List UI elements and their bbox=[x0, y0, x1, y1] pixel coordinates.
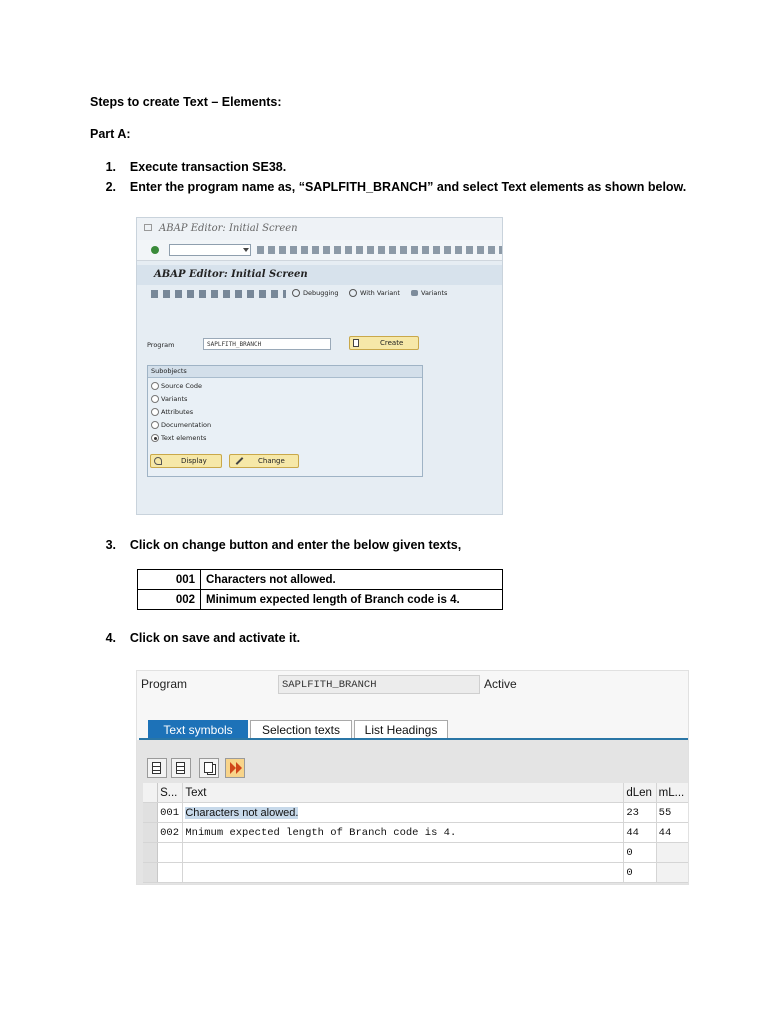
window-menu-icon bbox=[144, 224, 152, 231]
dlen-cell[interactable]: 44 bbox=[624, 823, 656, 843]
table-row bbox=[143, 803, 689, 823]
radio-button[interactable] bbox=[151, 382, 159, 390]
program-input[interactable]: SAPLFITH_BRANCH bbox=[203, 338, 331, 350]
step-number: 4. bbox=[105, 631, 116, 645]
table-row bbox=[143, 863, 689, 883]
insert-row-button[interactable] bbox=[147, 758, 167, 778]
radio-button[interactable] bbox=[151, 421, 159, 429]
debugging-button[interactable] bbox=[292, 289, 339, 297]
radio-source-code[interactable] bbox=[151, 380, 202, 392]
symbol-cell[interactable] bbox=[158, 843, 183, 863]
insert-row-icon bbox=[152, 762, 161, 774]
delete-row-button[interactable] bbox=[171, 758, 191, 778]
symbol-cell[interactable]: 002 bbox=[158, 823, 183, 843]
variant-icon bbox=[349, 289, 357, 297]
window-titlebar bbox=[137, 218, 502, 240]
subobjects-title: Subobjects bbox=[151, 367, 187, 375]
step-text: Click on save and activate it. bbox=[129, 631, 301, 645]
dlen-cell[interactable]: 23 bbox=[624, 803, 656, 823]
check-icon[interactable] bbox=[151, 246, 159, 254]
row-selector[interactable] bbox=[143, 783, 158, 803]
create-icon bbox=[353, 339, 359, 347]
screen-title: ABAP Editor: Initial Screen bbox=[154, 269, 308, 280]
step-text: Enter the program name as, “SAPLFITH_BRANCH” and select Text elements as shown below. bbox=[129, 180, 687, 194]
col-header-symbol[interactable]: S... bbox=[158, 783, 183, 803]
tab-text-symbols[interactable]: Text symbols bbox=[148, 720, 248, 738]
step-number: 1. bbox=[105, 160, 116, 174]
tab-list-headings[interactable]: List Headings bbox=[354, 720, 448, 738]
text-cell[interactable] bbox=[183, 843, 624, 863]
text-elements-table bbox=[137, 569, 503, 610]
step-number: 2. bbox=[105, 180, 116, 194]
mlen-cell[interactable]: 55 bbox=[656, 803, 689, 823]
app-toolbar-icons[interactable] bbox=[151, 290, 286, 298]
part-label: Part A: bbox=[90, 127, 131, 141]
symbol-cell[interactable] bbox=[158, 863, 183, 883]
copy-button[interactable] bbox=[199, 758, 219, 778]
radio-label: Documentation bbox=[161, 421, 212, 429]
doc-heading: Steps to create Text – Elements: bbox=[90, 95, 282, 109]
text-cell[interactable]: Mnimum expected length of Branch code is 4. bbox=[183, 823, 624, 843]
double-arrow-icon-2 bbox=[236, 762, 242, 774]
radio-text-elements[interactable] bbox=[151, 432, 206, 444]
delete-row-icon bbox=[176, 762, 185, 774]
row-selector[interactable] bbox=[143, 803, 158, 823]
variants-label: Variants bbox=[421, 289, 448, 297]
text-value: Minimum expected length of Branch code is 4. bbox=[201, 590, 503, 610]
display-button[interactable] bbox=[150, 454, 222, 468]
grid-header-row bbox=[143, 783, 689, 803]
screen-title-bar bbox=[137, 265, 502, 285]
text-code: 002 bbox=[138, 590, 201, 610]
editor-body bbox=[137, 303, 502, 515]
radio-button[interactable] bbox=[151, 408, 159, 416]
mlen-cell[interactable] bbox=[656, 843, 689, 863]
radio-label: Source Code bbox=[161, 382, 203, 390]
program-label: Program bbox=[147, 341, 175, 349]
dlen-cell[interactable]: 0 bbox=[624, 863, 656, 883]
subobjects-title-bar bbox=[148, 366, 422, 378]
application-toolbar bbox=[137, 285, 502, 303]
change-button[interactable] bbox=[229, 454, 299, 468]
col-header-dlen[interactable]: dLen bbox=[624, 783, 656, 803]
compare-button[interactable] bbox=[225, 758, 245, 778]
display-icon bbox=[154, 457, 162, 465]
toolbar-icons bbox=[257, 246, 502, 254]
program-field[interactable]: SAPLFITH_BRANCH bbox=[278, 675, 480, 694]
program-label: Program bbox=[141, 677, 188, 691]
text-code: 001 bbox=[138, 570, 201, 590]
col-header-text[interactable]: Text bbox=[183, 783, 624, 803]
radio-button[interactable] bbox=[151, 395, 159, 403]
create-button[interactable] bbox=[349, 336, 419, 350]
radio-attributes[interactable] bbox=[151, 406, 193, 418]
with-variant-button[interactable] bbox=[349, 289, 400, 297]
radio-variants[interactable] bbox=[151, 393, 187, 405]
debugging-icon bbox=[292, 289, 300, 297]
selected-text: Characters not alowed. bbox=[185, 806, 299, 819]
step-4 bbox=[96, 631, 300, 645]
copy-icon bbox=[204, 762, 213, 773]
table-row bbox=[138, 570, 503, 590]
create-label: Create bbox=[380, 339, 404, 347]
table-row bbox=[143, 843, 689, 863]
symbol-cell[interactable]: 001 bbox=[158, 803, 183, 823]
debugging-label: Debugging bbox=[303, 289, 339, 297]
variants-button[interactable] bbox=[411, 289, 447, 297]
dropdown-arrow-icon[interactable] bbox=[243, 248, 249, 252]
step-text: Click on change button and enter the below given texts, bbox=[129, 538, 462, 552]
mlen-cell[interactable]: 44 bbox=[656, 823, 689, 843]
status-label: Active bbox=[484, 677, 517, 691]
radio-documentation[interactable] bbox=[151, 419, 211, 431]
step-number: 3. bbox=[105, 538, 116, 552]
step-text: Execute transaction SE38. bbox=[129, 160, 287, 174]
with-variant-label: With Variant bbox=[360, 289, 400, 297]
command-field[interactable] bbox=[169, 244, 251, 256]
step-1 bbox=[96, 160, 286, 174]
radio-label: Variants bbox=[161, 395, 188, 403]
col-header-mlen[interactable]: mL... bbox=[656, 783, 689, 803]
mlen-cell[interactable] bbox=[656, 863, 689, 883]
row-selector[interactable] bbox=[143, 823, 158, 843]
radio-label: Text elements bbox=[161, 434, 207, 442]
radio-label: Attributes bbox=[161, 408, 194, 416]
text-cell[interactable] bbox=[183, 803, 624, 823]
display-label: Display bbox=[181, 457, 207, 465]
window-title: ABAP Editor: Initial Screen bbox=[159, 223, 298, 234]
subobjects-group bbox=[147, 365, 423, 477]
step-2 bbox=[96, 180, 686, 194]
step-3 bbox=[96, 538, 461, 552]
text-symbols-screenshot bbox=[136, 670, 689, 885]
pencil-icon bbox=[236, 457, 244, 465]
text-symbols-grid bbox=[143, 783, 689, 883]
abap-editor-screenshot bbox=[136, 217, 503, 515]
table-row bbox=[143, 823, 689, 843]
text-cell[interactable] bbox=[183, 863, 624, 883]
variants-icon bbox=[411, 290, 418, 296]
row-selector[interactable] bbox=[143, 863, 158, 883]
row-selector[interactable] bbox=[143, 843, 158, 863]
change-label: Change bbox=[258, 457, 285, 465]
standard-toolbar bbox=[137, 240, 502, 261]
dlen-cell[interactable]: 0 bbox=[624, 843, 656, 863]
table-row bbox=[138, 590, 503, 610]
radio-button-selected[interactable] bbox=[151, 434, 159, 442]
text-value: Characters not allowed. bbox=[201, 570, 503, 590]
tab-selection-texts[interactable]: Selection texts bbox=[250, 720, 352, 738]
